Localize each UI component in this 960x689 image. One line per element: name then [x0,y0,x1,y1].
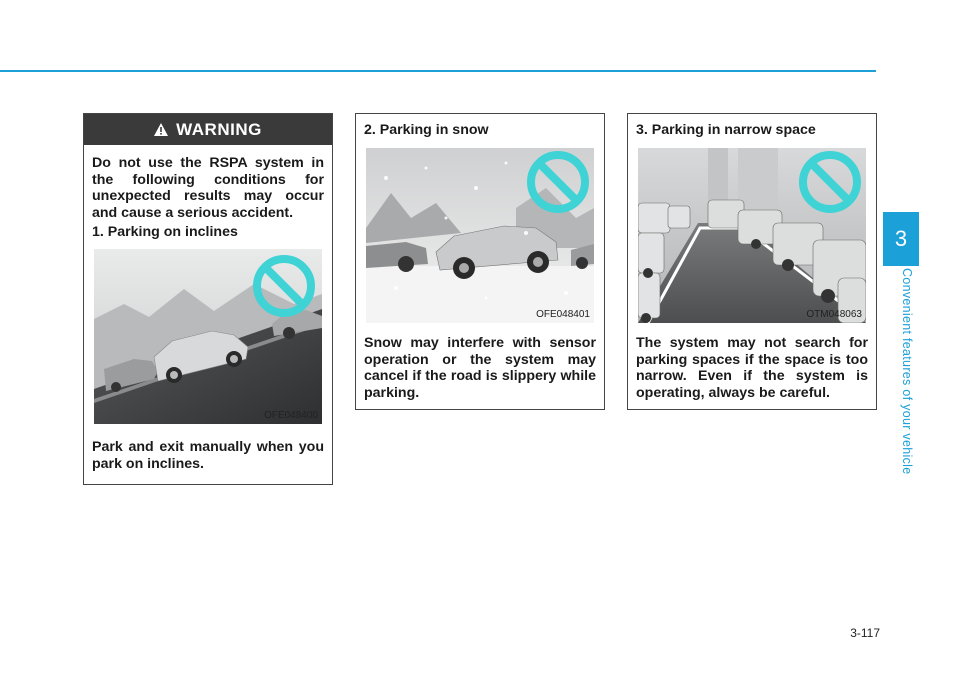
incline-heading: 1. Parking on inclines [92,224,238,240]
prohibited-icon [798,150,862,214]
narrow-text: The system may not search for parking spaces if the space is too narrow. Even if the system is operating, always be careful. [636,335,868,401]
figure-code: OFE048400 [264,410,318,421]
snow-figure [366,148,594,323]
warning-box [83,113,333,485]
prohibited-icon [526,150,590,214]
incline-figure [94,249,322,424]
warning-header [84,114,332,145]
chapter-title: Convenient features of your vehicle [900,268,914,475]
narrow-figure [638,148,866,323]
figure-code: OFE048401 [536,309,590,320]
incline-text: Park and exit manually when you park on inclines. [92,439,324,472]
warning-triangle-icon [154,123,168,136]
page-number: 3-117 [850,626,880,640]
snow-text: Snow may interfere with sensor operation or the system may cancel if the road is slippery while parking. [364,335,596,401]
figure-code: OTM048063 [806,309,862,320]
narrow-box [627,113,877,410]
warning-intro: Do not use the RSPA system in the following conditions for unexpected results may occur and cause a serious accident. [92,155,324,221]
header-rule [0,70,876,72]
prohibited-icon [252,254,316,318]
narrow-heading: 3. Parking in narrow space [636,122,816,138]
chapter-tab[interactable]: 3 [883,212,919,266]
snow-box [355,113,605,410]
snow-heading: 2. Parking in snow [364,122,489,138]
warning-title: WARNING [176,119,262,139]
